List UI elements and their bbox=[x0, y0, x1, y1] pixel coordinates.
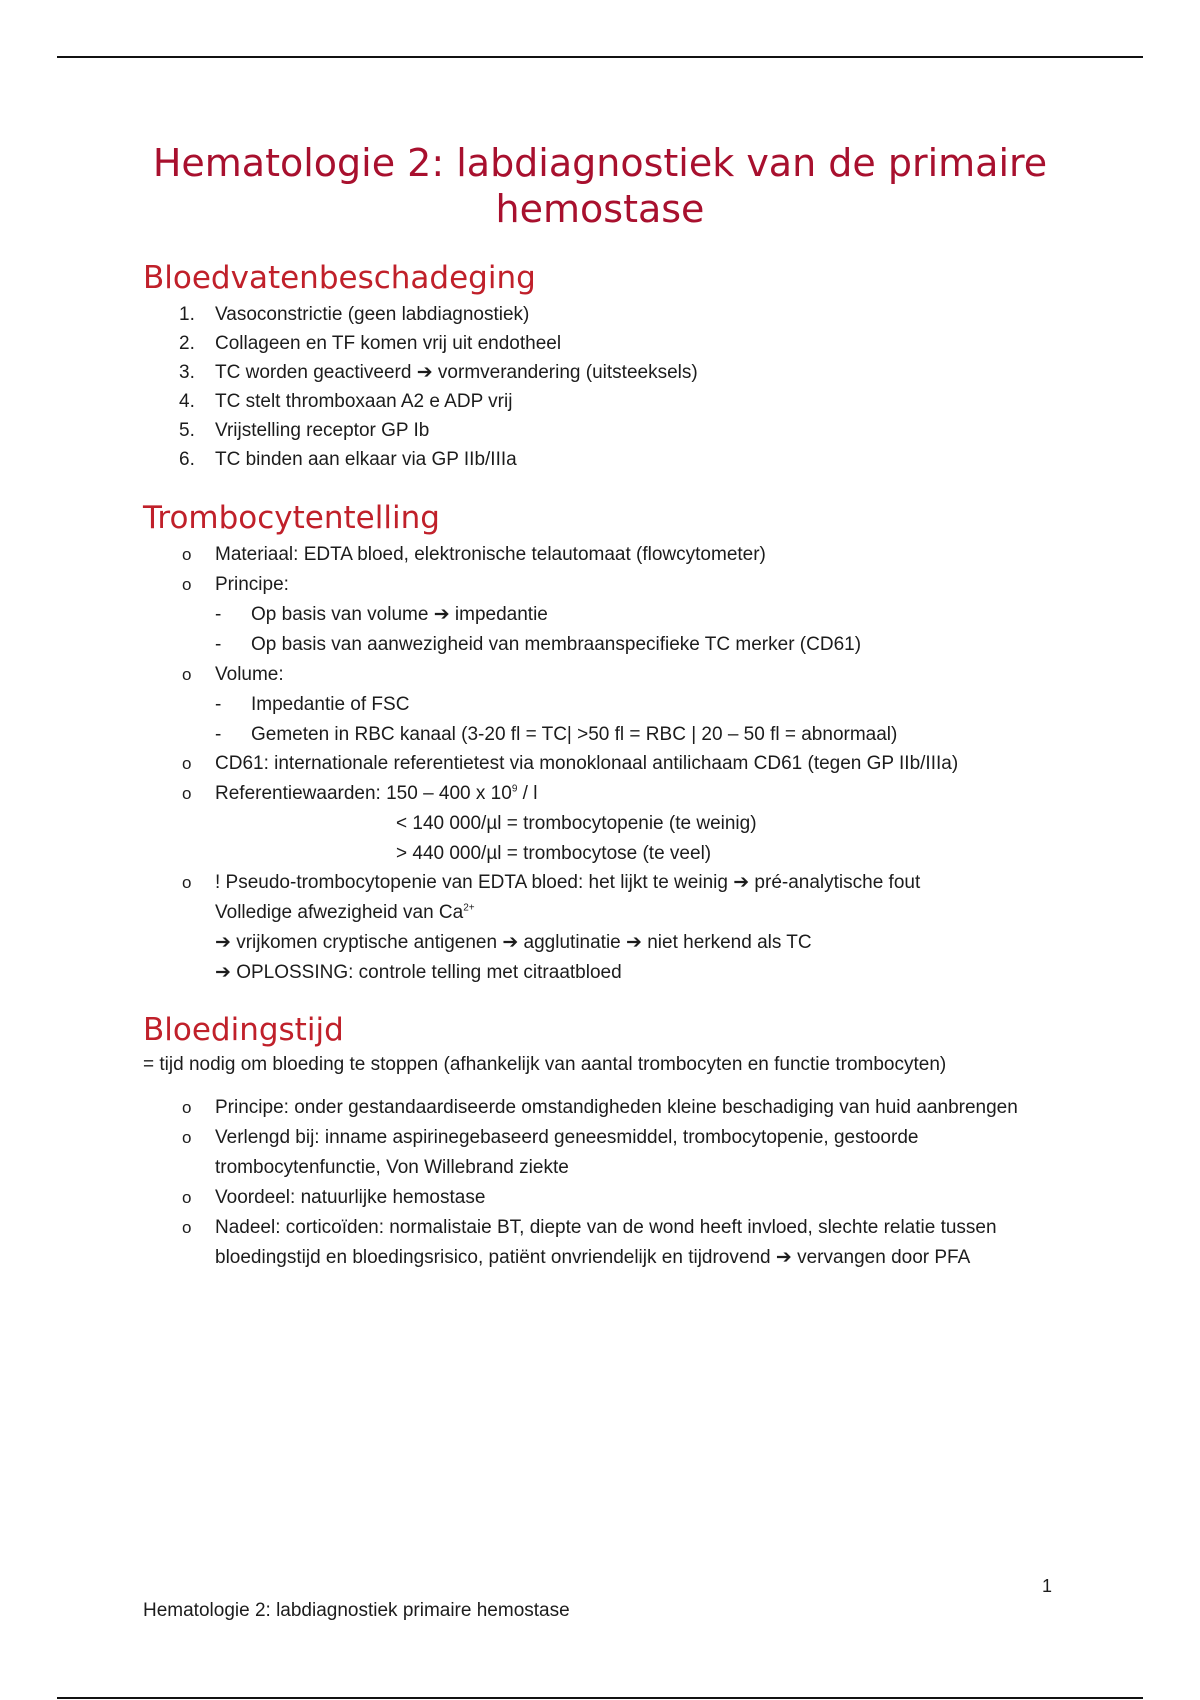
reference-high: > 440 000/µl = trombocytose (te veel) bbox=[396, 843, 712, 864]
dash-bullet-icon: - bbox=[215, 634, 222, 655]
list-item: 1. Vasoconstrictie (geen labdiagnostiek) bbox=[179, 304, 530, 325]
sub-list-item: - Impedantie of FSC bbox=[143, 690, 1083, 720]
list-continuation: ➔ vrijkomen cryptische antigenen ➔ agglutinatie ➔ niet herkend als TC bbox=[215, 932, 812, 953]
list-item: o CD61: internationale referentietest via monoklonaal antilichaam CD61 (tegen GP IIb/IIIa) bbox=[143, 749, 1083, 779]
section-bloedingstijd bbox=[143, 1010, 1083, 1273]
sub-list-item: - Op basis van aanwezigheid van membraanspecifieke TC merker (CD61) bbox=[143, 630, 1083, 660]
arrow-right-icon: ➔ bbox=[775, 1247, 792, 1268]
list-item: o Verlengd bij: inname aspirinegebaseerd geneesmiddel, trombocytopenie, gestoorde trombocytenfunctie, Von Willebrand ziekte bbox=[143, 1123, 1083, 1183]
arrow-right-icon: ➔ bbox=[416, 362, 433, 383]
list-item: 4. TC stelt thromboxaan A2 e ADP vrij bbox=[179, 391, 513, 412]
section-trombocytentelling bbox=[143, 498, 1083, 988]
list-item: o Referentiewaarden: 150 – 400 x $10^9$ / l bbox=[143, 779, 1083, 809]
bullet-icon: o bbox=[182, 665, 192, 684]
header-rule bbox=[57, 56, 1143, 58]
arrow-right-icon: ➔ bbox=[433, 604, 450, 625]
page-number: 1 bbox=[1042, 1576, 1053, 1596]
arrow-right-icon: ➔ bbox=[626, 932, 642, 953]
arrow-right-icon: ➔ bbox=[215, 962, 231, 983]
section-heading: Trombocytentelling bbox=[143, 500, 440, 536]
arrow-right-icon: ➔ bbox=[502, 932, 519, 953]
bullet-icon: o bbox=[182, 575, 192, 594]
footer-rule bbox=[57, 1697, 1143, 1699]
list-continuation: Volledige afwezigheid van $Ca^{2+}$ bbox=[215, 902, 475, 923]
bullet-icon: o bbox=[182, 545, 192, 564]
arrow-right-icon: ➔ bbox=[733, 872, 750, 893]
bullet-icon: o bbox=[182, 873, 192, 892]
list-continuation: ➔ OPLOSSING: controle telling met citraatbloed bbox=[215, 962, 622, 983]
list-item: o Materiaal: EDTA bloed, elektronische telautomaat (flowcytometer) bbox=[143, 540, 1083, 570]
dash-bullet-icon: - bbox=[215, 724, 222, 745]
sub-list-item: - Gemeten in RBC kanaal (3-20 fl = TC| >50 fl = RBC | 20 – 50 fl = abnormaal) bbox=[143, 720, 1083, 749]
list-item: o Nadeel: corticoïden: normalistaie BT, diepte van de wond heeft invloed, slechte relatie tussen bloedingstijd en bloedingsrisico, patiënt onvriendelijk en tijdrovend ➔ vervangen door PFA bbox=[143, 1213, 1083, 1273]
list-item: o Voordeel: natuurlijke hemostase bbox=[143, 1183, 1083, 1213]
arrow-right-icon: ➔ bbox=[215, 932, 231, 953]
list-item: o ! Pseudo-trombocytopenie van EDTA bloed: het lijkt te weinig ➔ pré-analytische fout bbox=[143, 868, 1083, 898]
list-item: 2. Collageen en TF komen vrij uit endotheel bbox=[179, 333, 562, 354]
bullet-icon: o bbox=[182, 1098, 192, 1117]
section-heading: Bloedingstijd bbox=[143, 1012, 344, 1048]
bullet-icon: o bbox=[182, 1128, 192, 1147]
bullet-icon: o bbox=[182, 1188, 192, 1207]
reference-low: < 140 000/µl = trombocytopenie (te weinig) bbox=[396, 813, 757, 834]
bullet-icon: o bbox=[182, 1218, 192, 1237]
page-footer: Hematologie 2: labdiagnostiek primaire hemostase bbox=[143, 1600, 570, 1621]
list-item: o Volume: bbox=[143, 660, 1083, 690]
list-item: 5. Vrijstelling receptor GP Ib bbox=[179, 420, 430, 441]
definition-text: = tijd nodig om bloeding te stoppen (afhankelijk van aantal trombocyten en functie trombocyten) bbox=[143, 1054, 947, 1075]
list-item: o Principe: bbox=[143, 570, 1083, 600]
dash-bullet-icon: - bbox=[215, 694, 222, 715]
section-bloedvatenbeschadeging bbox=[143, 258, 1083, 474]
document-title: Hematologie 2: labdiagnostiek van de primaire hemostase bbox=[152, 141, 1048, 231]
sub-list-item: - Op basis van volume ➔ impedantie bbox=[143, 600, 1083, 630]
dash-bullet-icon: - bbox=[215, 604, 222, 625]
section-heading: Bloedvatenbeschadeging bbox=[143, 260, 536, 296]
list-item: 6. TC binden aan elkaar via GP IIb/IIIa bbox=[179, 449, 517, 470]
bullet-icon: o bbox=[182, 754, 192, 773]
bullet-icon: o bbox=[182, 784, 192, 803]
list-item: o Principe: onder gestandaardiseerde omstandigheden kleine beschadiging van huid aanbrengen bbox=[143, 1093, 1083, 1123]
list-item: 3. TC worden geactiveerd ➔ vormverandering (uitsteeksels) bbox=[179, 362, 698, 383]
